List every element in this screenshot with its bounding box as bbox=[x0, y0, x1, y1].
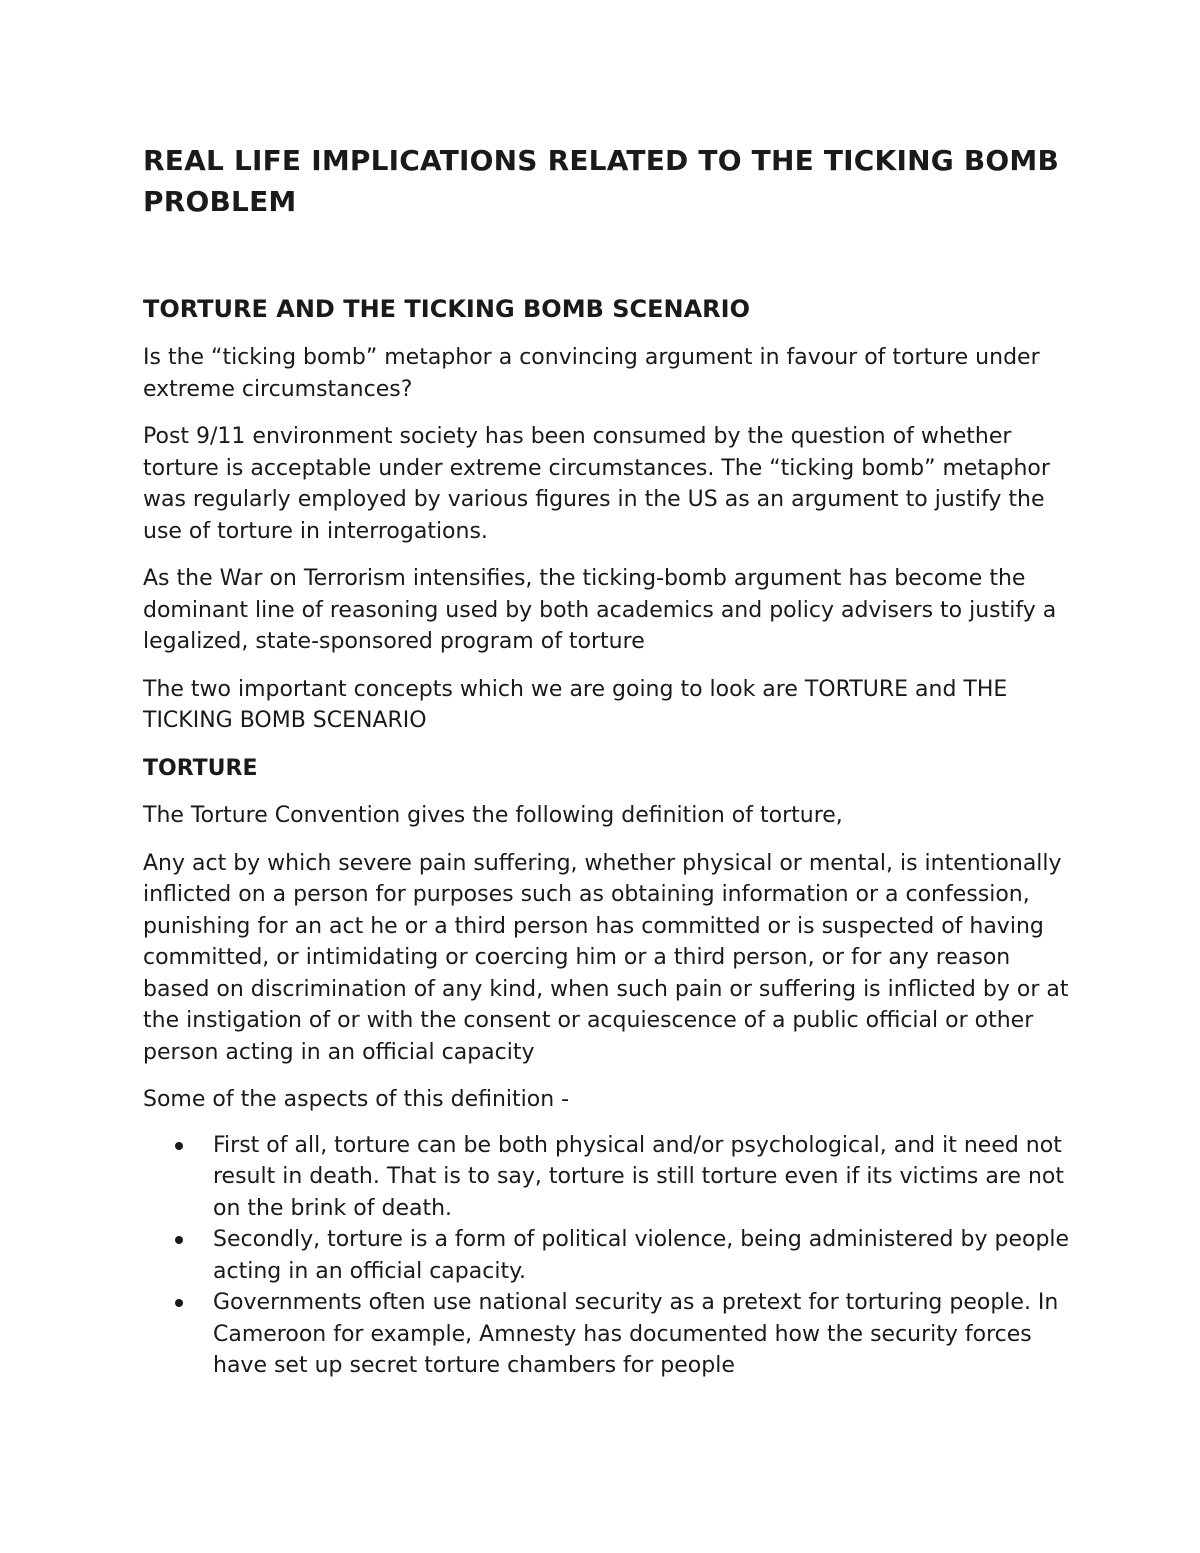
document-title: REAL LIFE IMPLICATIONS RELATED TO THE TICKING BOMB PROBLEM bbox=[143, 144, 1059, 218]
list-item bbox=[143, 1224, 1073, 1287]
list-item-text: First of all, torture can be both physical and/or psychological, and it need not result in death. That is to say, torture is still torture even if its victims are not on the brink of death. bbox=[213, 1132, 1064, 1221]
definition-paragraph: Any act by which severe pain suffering, whether physical or mental, is intentionally inflicted on a person for purposes such as obtaining information or a confession, punishing for an act he or a third person has committed or is suspected of having committed, or intimidating or coercing him or a third person, or for any reason based on discrimination of any kind, when such pain or suffering is inflicted by or at the instigation of or with the consent or acquiescence of a public official or other person acting in an official capacity bbox=[143, 850, 1069, 1065]
bullet-icon bbox=[175, 1236, 183, 1244]
document-body bbox=[143, 140, 1073, 1382]
list-item-text: Governments often use national security as a pretext for torturing people. In Cameroon for example, Amnesty has documented how the security forces have set up secret torture chambers for people bbox=[213, 1290, 1059, 1378]
bullet-icon bbox=[175, 1299, 183, 1307]
torture-heading: TORTURE bbox=[143, 755, 258, 781]
concepts-paragraph: The two important concepts which we are going to look are TORTURE and THE TICKING BOMB SCENARIO bbox=[143, 676, 1008, 733]
list-item bbox=[143, 1130, 1073, 1225]
war-on-terror-paragraph: As the War on Terrorism intensifies, the ticking-bomb argument has become the dominant line of reasoning used by both academics and policy advisers to justify a legalized, state-sponsored program of torture bbox=[143, 566, 1057, 654]
aspects-intro: Some of the aspects of this definition - bbox=[143, 1087, 570, 1112]
bullet-icon bbox=[175, 1142, 183, 1150]
question-paragraph: Is the “ticking bomb” metaphor a convincing argument in favour of torture under extreme circumstances? bbox=[143, 345, 1040, 402]
section-heading: TORTURE AND THE TICKING BOMB SCENARIO bbox=[143, 295, 750, 323]
list-item bbox=[143, 1287, 1073, 1382]
post-911-paragraph: Post 9/11 environment society has been consumed by the question of whether torture is acceptable under extreme circumstances. The “ticking bomb” metaphor was regularly employed by various figures in the US as an argument to justify the use of torture in interrogations. bbox=[143, 424, 1050, 544]
aspects-list bbox=[143, 1130, 1073, 1382]
list-item-text: Secondly, torture is a form of political violence, being administered by people acting in an official capacity. bbox=[213, 1227, 1070, 1284]
convention-intro: The Torture Convention gives the following definition of torture, bbox=[143, 803, 843, 828]
